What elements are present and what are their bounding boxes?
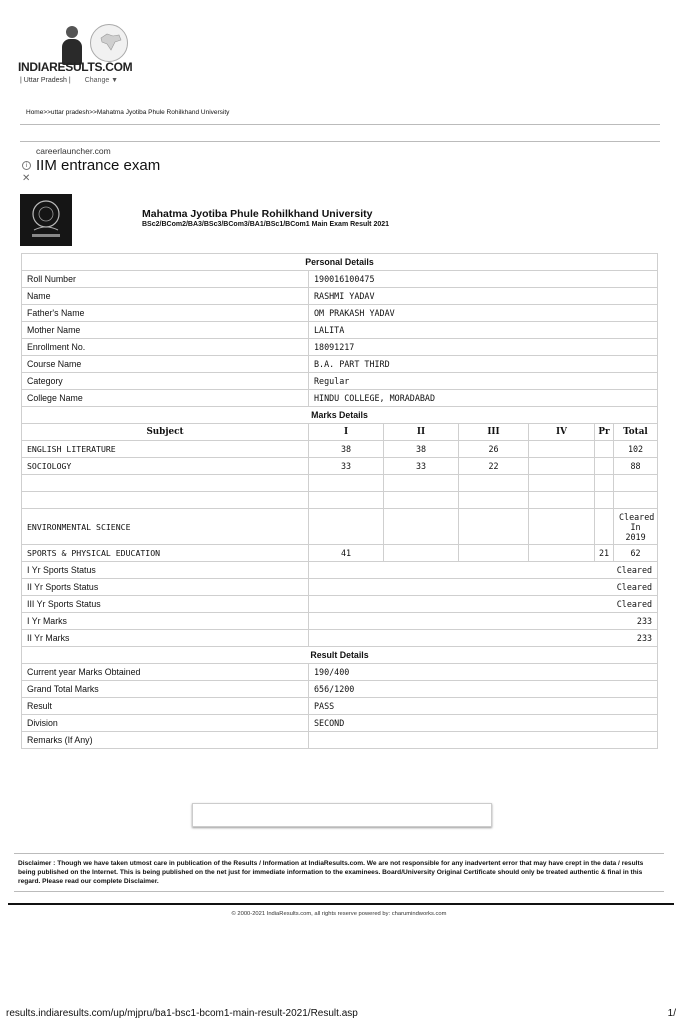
marks-cell: 33 — [384, 458, 459, 475]
field-value: SECOND — [309, 715, 658, 732]
ad-domain: careerlauncher.com — [36, 146, 111, 156]
marks-cell — [595, 458, 614, 475]
table-row — [22, 390, 658, 407]
field-label: I Yr Sports Status — [22, 562, 309, 579]
field-label: Grand Total Marks — [22, 681, 309, 698]
field-label: II Yr Sports Status — [22, 579, 309, 596]
table-row — [22, 339, 658, 356]
field-value: 233 — [309, 630, 658, 647]
print-page-number: 1/ — [667, 1008, 676, 1019]
footer-divider — [8, 903, 674, 905]
subject-name: SOCIOLOGY — [22, 458, 309, 475]
info-icon[interactable]: i — [22, 161, 31, 170]
marks-cell — [595, 441, 614, 458]
field-value: Cleared — [309, 579, 658, 596]
field-label: College Name — [22, 390, 309, 407]
field-value: 656/1200 — [309, 681, 658, 698]
field-label: Remarks (If Any) — [22, 732, 309, 749]
table-row — [22, 698, 658, 715]
table-row — [22, 545, 658, 562]
empty-row — [22, 492, 658, 509]
field-value: 18091217 — [309, 339, 658, 356]
exam-name: BSc2/BCom2/BA3/BSc3/BCom3/BA1/BSc1/BCom1 Main Exam Result 2021 — [142, 221, 390, 228]
marks-cell — [529, 458, 595, 475]
table-row — [22, 732, 658, 749]
field-label: Division — [22, 715, 309, 732]
subject-name: ENVIRONMENTAL SCIENCE — [22, 509, 309, 545]
field-value: HINDU COLLEGE, MORADABAD — [309, 390, 658, 407]
ad-banner[interactable] — [22, 146, 160, 184]
university-name: Mahatma Jyotiba Phule Rohilkhand University — [142, 208, 373, 220]
table-row — [22, 373, 658, 390]
subject-name: ENGLISH LITERATURE — [22, 441, 309, 458]
table-row — [22, 271, 658, 288]
site-logo-text: INDIARESULTS.COM — [18, 60, 133, 74]
subject-name: SPORTS & PHYSICAL EDUCATION — [22, 545, 309, 562]
field-value: Cleared — [309, 596, 658, 613]
person-icon — [66, 26, 78, 38]
column-header: II — [384, 424, 459, 441]
field-value: 233 — [309, 613, 658, 630]
india-map-icon — [90, 24, 128, 62]
marks-cell: 21 — [595, 545, 614, 562]
university-emblem-icon — [20, 194, 72, 246]
field-value: RASHMI YADAV — [309, 288, 658, 305]
ad-title[interactable]: IIM entrance exam — [36, 157, 161, 174]
disclaimer: Disclaimer : Though we have taken utmost care in publication of the Results / Information at IndiaResults.com. We are not responsible for any inadvertent error that may have crept in the data / results being published on the Internet. This is being published on the net just for immediate information to the examinees. Board/University Original Certificate should only be treated authentic & final in this regard. Please read our complete Disclaimer. — [14, 853, 664, 892]
marks-cell: 26 — [459, 441, 529, 458]
column-header: Total — [614, 424, 658, 441]
field-value: PASS — [309, 698, 658, 715]
region-selector — [20, 77, 118, 84]
field-label: Name — [22, 288, 309, 305]
column-header: Pr — [595, 424, 614, 441]
divider — [20, 124, 660, 125]
close-icon[interactable]: ✕ — [22, 173, 31, 184]
change-region-link[interactable]: Change ▼ — [84, 77, 119, 84]
total-cell: 102 — [614, 441, 658, 458]
table-row — [22, 681, 658, 698]
field-label: Result — [22, 698, 309, 715]
table-row — [22, 562, 658, 579]
region-label: | Uttar Pradesh | — [20, 77, 71, 84]
marks-cell — [529, 441, 595, 458]
table-row — [22, 305, 658, 322]
field-value — [309, 732, 658, 749]
marks-header-row — [22, 424, 658, 441]
marks-cell: 33 — [309, 458, 384, 475]
field-label: I Yr Marks — [22, 613, 309, 630]
site-logo[interactable] — [18, 24, 148, 86]
marks-details-heading: Marks Details — [22, 407, 658, 424]
table-row — [22, 509, 658, 545]
field-label: Enrollment No. — [22, 339, 309, 356]
total-cell: 88 — [614, 458, 658, 475]
marks-cell: 38 — [309, 441, 384, 458]
copyright: © 2000-2021 IndiaResults.com, all rights reserve powered by: charumindworks.com — [231, 911, 447, 917]
field-label: Roll Number — [22, 271, 309, 288]
result-details-heading: Result Details — [22, 647, 658, 664]
field-label: Course Name — [22, 356, 309, 373]
column-header: I — [309, 424, 384, 441]
field-value: B.A. PART THIRD — [309, 356, 658, 373]
column-header: IV — [529, 424, 595, 441]
table-row — [22, 630, 658, 647]
total-cell: Cleared In 2019 — [614, 509, 658, 545]
field-value: 190/400 — [309, 664, 658, 681]
field-label: III Yr Sports Status — [22, 596, 309, 613]
field-value: 190016100475 — [309, 271, 658, 288]
table-row — [22, 579, 658, 596]
field-label: Current year Marks Obtained — [22, 664, 309, 681]
table-row — [22, 322, 658, 339]
field-value: Regular — [309, 373, 658, 390]
table-row — [22, 715, 658, 732]
table-row — [22, 356, 658, 373]
table-row — [22, 664, 658, 681]
field-value: LALITA — [309, 322, 658, 339]
marks-cell: 38 — [384, 441, 459, 458]
table-row — [22, 596, 658, 613]
table-row — [22, 613, 658, 630]
ad-slot[interactable] — [192, 803, 492, 827]
table-row — [22, 288, 658, 305]
empty-row — [22, 475, 658, 492]
field-value: OM PRAKASH YADAV — [309, 305, 658, 322]
table-row — [22, 458, 658, 475]
field-label: Father's Name — [22, 305, 309, 322]
personal-details-heading: Personal Details — [22, 254, 658, 271]
table-row — [22, 441, 658, 458]
field-label: II Yr Marks — [22, 630, 309, 647]
divider — [20, 141, 660, 142]
marks-cell: 22 — [459, 458, 529, 475]
field-value: Cleared — [309, 562, 658, 579]
column-header: III — [459, 424, 529, 441]
result-table — [21, 253, 658, 749]
breadcrumb[interactable]: Home>>uttar pradesh>>Mahatma Jyotiba Phule Rohilkhand University — [26, 109, 230, 116]
column-header: Subject — [22, 424, 309, 441]
marks-cell: 41 — [309, 545, 384, 562]
field-label: Mother Name — [22, 322, 309, 339]
print-footer-url: results.indiaresults.com/up/mjpru/ba1-bsc1-bcom1-main-result-2021/Result.asp — [6, 1008, 358, 1019]
field-label: Category — [22, 373, 309, 390]
total-cell: 62 — [614, 545, 658, 562]
